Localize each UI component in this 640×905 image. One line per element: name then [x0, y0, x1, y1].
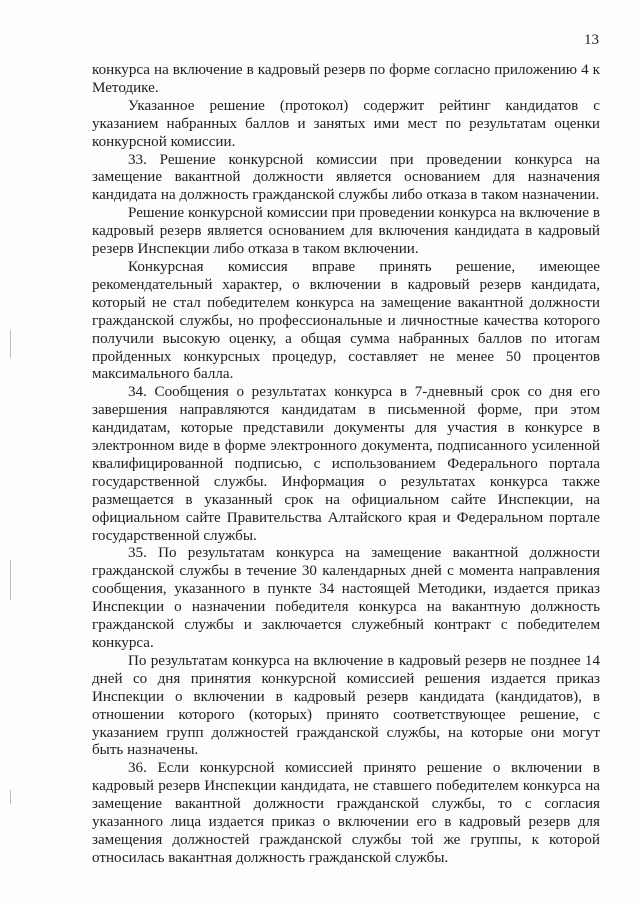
paragraph-reserve-decision: Решение конкурсной комиссии при проведении конкурса на включение в кадровый резерв является основанием для включения кандидата в кадровый резерв Инспекции либо отказа в таком включении. — [92, 205, 600, 258]
scan-margin-mark — [10, 560, 11, 600]
paragraph-continuation: конкурса на включение в кадровый резерв по форме согласно приложению 4 к Методике. — [92, 62, 600, 96]
paragraph-36: 36. Если конкурсной комиссией принято решение о включении в кадровый резерв Инспекции кандидата, не ставшего победителем конкурса на замещение вакантной должности гражданской службы, то с согласия указанного лица издается приказ о включении его в кадровый резерв для замещения должностей гражданской службы той же группы, к которой относилась вакантная должность гражданской службы. — [92, 760, 600, 866]
scan-margin-mark — [10, 330, 11, 358]
paragraph-33: 33. Решение конкурсной комиссии при проведении конкурса на замещение вакантной должности является основанием для назначения кандидата на должность гражданской службы либо отказа в таком назначении. — [92, 151, 600, 204]
document-body — [92, 62, 600, 868]
page-number: 13 — [584, 32, 599, 48]
scan-margin-mark — [10, 790, 11, 804]
paragraph-commission-recommendation: Конкурсная комиссия вправе принять решение, имеющее рекомендательный характер, о включении в кадровый резерв кандидата, который не стал победителем конкурса на замещение вакантной должности гражданской службы, но профессиональные и личностные качества которого получили высокую оценку, а общая сумма набранных баллов по итогам пройденных конкурсных процедур, составляет не менее 50 процентов максимального балла. — [92, 258, 600, 383]
paragraph-protocol-rating: Указанное решение (протокол) содержит рейтинг кандидатов с указанием набранных баллов и занятых ими мест по результатам оценки конкурсной комиссии. — [92, 97, 600, 150]
paragraph-34: 34. Сообщения о результатах конкурса в 7-дневный срок со дня его завершения направляются кандидатам в письменной форме, при этом кандидатам, которые представили документы для участия в конкурсе в электронном виде в форме электронного документа, подписанного усиленной квалифицированной подписью, с использованием Федерального портала государственной службы. Информация о результатах конкурса также размещается в указанный срок на официальном сайте Инспекции, на официальном сайте Правительства Алтайского края и Федеральном портале государственной службы. — [92, 384, 600, 544]
paragraph-reserve-order: По результатам конкурса на включение в кадровый резерв не позднее 14 дней со дня принятия конкурсной комиссией решения издается приказ Инспекции о включении в кадровый резерв кандидата (кандидатов), в отношении которого (которых) принято соответствующее решение, с указанием групп должностей гражданской службы, на которые они могут быть назначены. — [92, 652, 600, 759]
paragraph-35: 35. По результатам конкурса на замещение вакантной должности гражданской службы в течение 30 календарных дней с момента направления сообщения, указанного в пункте 34 настоящей Методики, издается приказ Инспекции о назначении победителя конкурса на вакантную должность гражданской службы и заключается служебный контракт с победителем конкурса. — [92, 545, 600, 651]
